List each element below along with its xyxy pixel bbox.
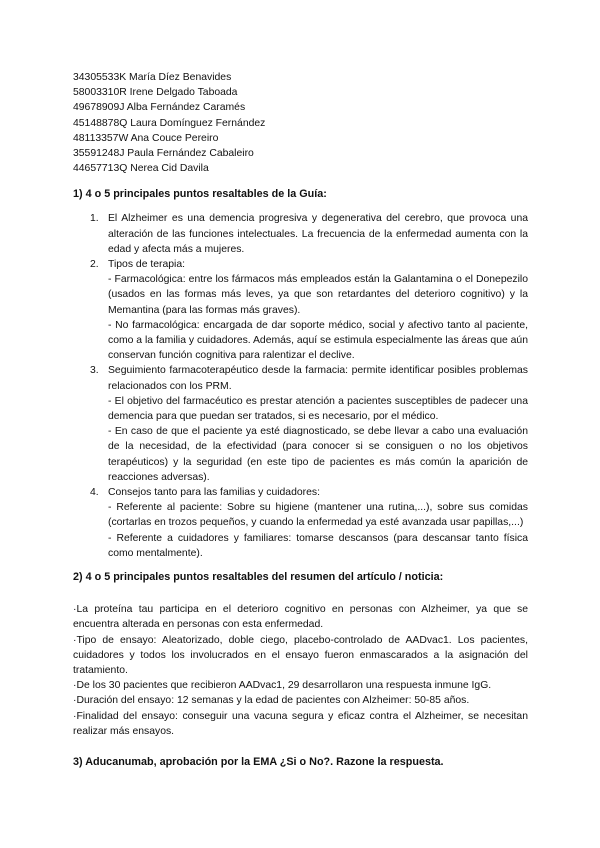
list-item [73,211,528,257]
list-item-text: Tipos de terapia: [108,259,186,271]
author-line: 44657713Q Nerea Cid Davila [73,163,209,175]
list-item [73,257,528,363]
author-line: 58003310R Irene Delgado Taboada [73,87,238,99]
section-1-list [73,211,528,561]
paragraph: ·Tipo de ensayo: Aleatorizado, doble ciego, placebo-controlado de AADvac1. Los pacientes, cuidadores y todos los involucrados en el ensayo fueron enmascarados a la asignación del tratamiento. [73,634,528,676]
document-content [73,70,528,770]
list-item [73,363,528,485]
section-2-heading: 2) 4 o 5 principales puntos resaltables del resumen del artículo / noticia: [73,571,444,584]
list-item [73,485,528,561]
list-number: 3. [90,365,99,377]
author-line: 35591248J Paula Fernández Cabaleiro [73,148,254,160]
list-item-text: Seguimiento farmacoterapéutico desde la farmacia: permite identificar posibles problemas relacionados con los PRM. [108,365,528,392]
list-subpoint: - Referente a cuidadores y familiares: tomarse descansos (para descansar tanto física como mentalmente). [108,532,528,559]
author-line: 45148878Q Laura Domínguez Fernández [73,117,266,129]
paragraph: ·De los 30 pacientes que recibieron AADvac1, 29 desarrollaron una respuesta inmune IgG. [73,680,492,692]
list-number: 2. [90,259,99,271]
list-subpoint: - No farmacológica: encargada de dar soporte médico, social y afectivo tanto al paciente, como a la familia y cuidadores. Además, aquí se estimula especialmente las áreas que aún conservan función cognitiva para ralentizar el declive. [108,319,528,362]
list-subpoint: - Referente al paciente: Sobre su higiene (mantener una rutina,...), sobre sus comidas (cortarlas en trozos pequeños, y cuando la enfermedad ya esté avanzada usar papillas,...) [108,502,528,529]
section-2-body [73,602,528,739]
list-subpoint: - En caso de que el paciente ya esté diagnosticado, se debe llevar a cabo una evaluación de la necesidad, de la efectividad (para conocer si se consiguen o no los objetivos terapéuticos) y la seguridad (en este tipo de pacientes es más común la aparición de reacciones adversas). [108,426,528,483]
list-item-text: Consejos tanto para las familias y cuidadores: [108,487,320,499]
author-line: 48113357W Ana Couce Pereiro [73,132,219,144]
author-line: 34305533K María Díez Benavides [73,72,232,83]
list-subpoint: - Farmacológica: entre los fármacos más empleados están la Galantamina o el Donepezilo (usados en las formas más leves, ya que son retardantes del deterioro cognitivo) y la Memantina (para las formas más graves). [108,274,528,316]
paragraph: ·Finalidad del ensayo: conseguir una vacuna segura y eficaz contra el Alzheimer, se necesitan realizar más ensayos. [73,710,528,737]
list-item-text: El Alzheimer es una demencia progresiva y degenerativa del cerebro, que provoca una alteración de las funciones intelectuales. La frecuencia de la enfermedad aumenta con la edad y afecta más a mujeres. [108,213,528,255]
author-line: 49678909J Alba Fernández Caramés [73,102,246,114]
list-subpoint: - El objetivo del farmacéutico es prestar atención a pacientes susceptibles de padecer una demencia para que puedan ser tratados, si es necesario, por el médico. [108,395,528,423]
section-3-heading: 3) Aducanumab, aprobación por la EMA ¿Si o No?. Razone la respuesta. [73,755,444,768]
paragraph: ·Duración del ensayo: 12 semanas y la edad de pacientes con Alzheimer: 50-85 años. [73,695,470,707]
list-number: 4. [90,487,99,499]
section-1-heading: 1) 4 o 5 principales puntos resaltables de la Guía: [73,188,327,201]
paragraph: ·La proteína tau participa en el deterioro cognitivo en personas con Alzheimer, ya que se encuentra alterada en personas con esta enfermedad. [73,604,528,631]
list-number: 1. [90,213,99,225]
author-list [73,70,528,176]
